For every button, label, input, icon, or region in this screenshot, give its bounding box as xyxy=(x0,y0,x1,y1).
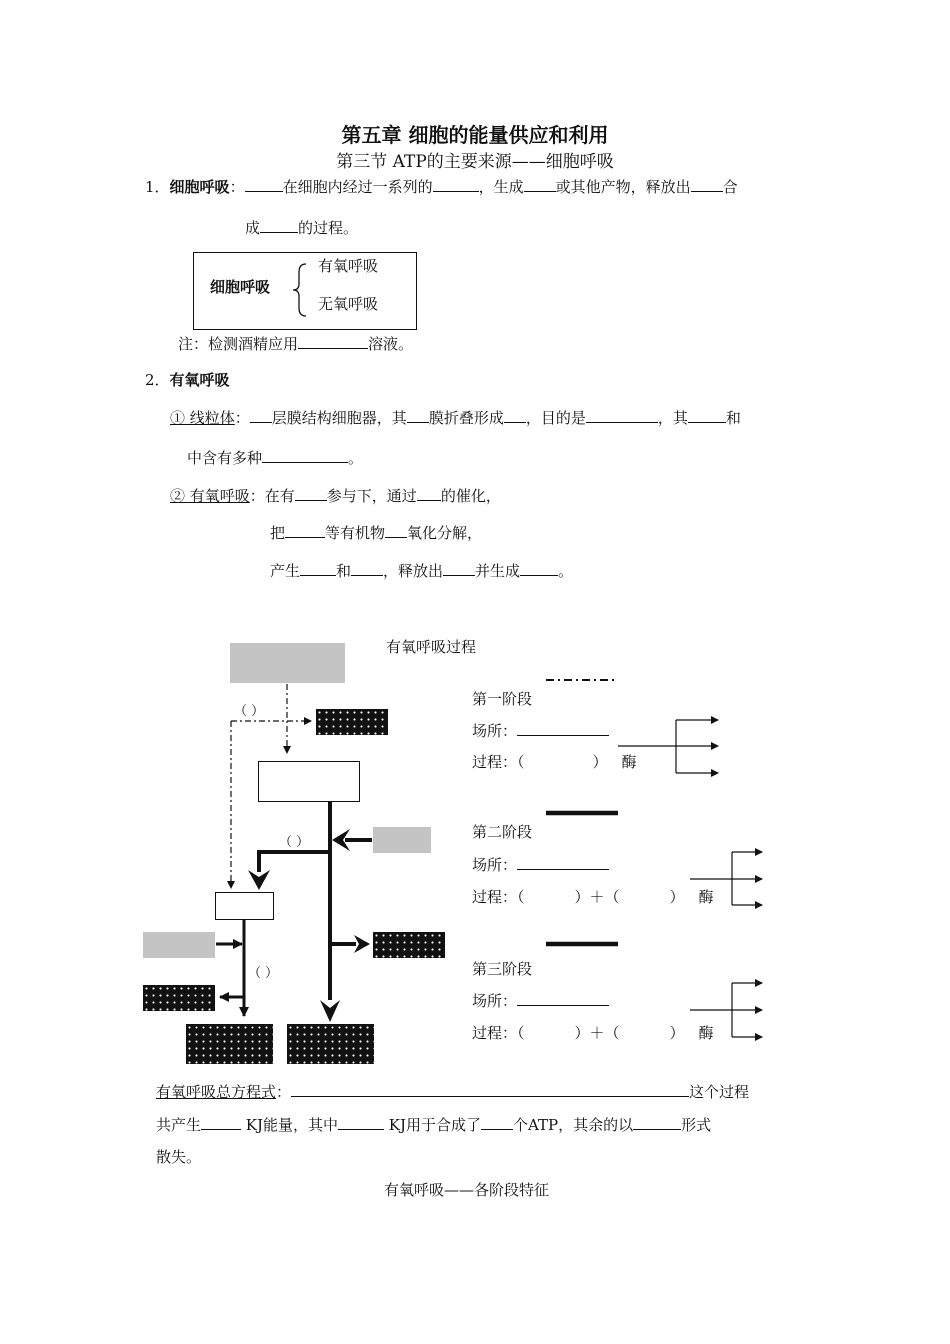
item1-text: 的过程。 xyxy=(298,219,359,237)
black-box-bottom-right xyxy=(287,1024,374,1064)
white-box-small xyxy=(215,892,274,920)
blank[interactable] xyxy=(517,720,609,736)
stage2-name: 第二阶段 xyxy=(472,823,533,841)
section-title: 第三节 ATP的主要来源——细胞呼吸 xyxy=(336,152,614,172)
blank[interactable] xyxy=(481,1114,513,1130)
diagram-title: 有氧呼吸过程 xyxy=(386,638,477,656)
item1-text: 成 xyxy=(245,219,261,237)
stage-features-title: 有氧呼吸——各阶段特征 xyxy=(384,1181,550,1199)
equation-label: 有氧呼吸总方程式 xyxy=(156,1083,277,1101)
black-box-right-output xyxy=(373,932,445,958)
item1-colon: ： xyxy=(229,178,245,196)
classify-label: 细胞呼吸 xyxy=(210,278,271,296)
stage2-process-close: ） xyxy=(669,888,685,906)
resp-text: 参与下，通过 xyxy=(326,487,417,505)
chapter-title: 第五章 细胞的能量供应和利用 xyxy=(341,123,609,147)
equation-text: 共产生 xyxy=(156,1116,202,1134)
mito-text: 和 xyxy=(725,409,741,427)
paren-label: （ ） xyxy=(279,835,310,850)
mito-text: ，目的是 xyxy=(525,409,586,427)
resp-text: 和 xyxy=(336,562,352,580)
resp-text: 氧化分解， xyxy=(407,524,483,542)
stage1-enzyme: 酶 xyxy=(621,753,637,771)
stage1-process-close: ） xyxy=(592,753,608,771)
stage2-place-label: 场所： xyxy=(472,856,518,874)
equation-line2 xyxy=(156,1114,711,1135)
gray-box-right xyxy=(373,827,431,853)
equation-line1 xyxy=(156,1081,749,1102)
blank[interactable] xyxy=(338,1114,384,1130)
resp-text: ：在有 xyxy=(249,487,295,505)
stage2-place xyxy=(472,854,609,875)
stage2-enzyme: 酶 xyxy=(698,888,714,906)
black-box-bottom-left xyxy=(186,1024,273,1064)
mito-text: 膜折叠形成 xyxy=(428,409,504,427)
stage3-place xyxy=(472,990,609,1011)
mito-text: 中含有多种 xyxy=(187,449,263,467)
item1-text: 合 xyxy=(722,178,738,196)
item1-text: 或其他产物，释放出 xyxy=(555,178,691,196)
resp-text: 。 xyxy=(558,562,574,580)
item2-number: 2． xyxy=(145,371,170,389)
stage2-process-plus: ）＋（ xyxy=(574,888,620,906)
note-text: 注：检测酒精应用 xyxy=(178,335,299,353)
equation-text: 个ATP，其余的以 xyxy=(513,1116,634,1134)
stage1-process xyxy=(472,752,637,772)
classify-aerobic: 有氧呼吸 xyxy=(318,257,379,275)
item1-number: 1． xyxy=(145,178,170,196)
resp-text: 产生 xyxy=(270,562,301,580)
stage2-process-label: 过程：（ xyxy=(472,888,525,906)
item1-text: 在细胞内经过一系列的 xyxy=(282,178,433,196)
mito-text: 层膜结构细胞器，其 xyxy=(271,409,407,427)
paren-label: （ ） xyxy=(234,704,265,719)
equation-text: 形式 xyxy=(681,1116,712,1134)
stage3-process-close: ） xyxy=(669,1024,685,1042)
gray-box-left xyxy=(143,932,215,958)
equation-blank[interactable] xyxy=(291,1081,689,1097)
equation-line3: 散失。 xyxy=(156,1148,202,1166)
equation-colon: ： xyxy=(276,1083,292,1101)
stage2-process xyxy=(472,887,714,907)
white-box-middle xyxy=(258,761,360,802)
stage1-process-label: 过程：（ xyxy=(472,753,525,771)
classify-anaerobic: 无氧呼吸 xyxy=(318,295,379,313)
black-box-stage1-output xyxy=(316,709,388,735)
item1-text: ，生成 xyxy=(478,178,524,196)
stage3-name: 第三阶段 xyxy=(472,960,533,978)
blank[interactable] xyxy=(517,854,609,870)
stage3-enzyme: 酶 xyxy=(698,1024,714,1042)
paren-label: （ ） xyxy=(248,966,279,981)
resp-label: ② 有氧呼吸 xyxy=(170,487,250,505)
stage3-process-label: 过程：（ xyxy=(472,1024,525,1042)
gray-box-top xyxy=(230,643,345,683)
equation-text: KJ能量，其中 xyxy=(241,1116,339,1134)
resp-text: 的催化， xyxy=(440,487,501,505)
stage1-place xyxy=(472,720,609,741)
blank[interactable] xyxy=(517,990,609,1006)
equation-text: 这个过程 xyxy=(689,1083,750,1101)
stage3-process-plus: ）＋（ xyxy=(574,1024,620,1042)
item1-term: 细胞呼吸 xyxy=(169,178,230,196)
equation-text: KJ用于合成了 xyxy=(384,1116,482,1134)
mito-text: ，其 xyxy=(657,409,688,427)
stage1-place-label: 场所： xyxy=(472,722,518,740)
resp-text: ，释放出 xyxy=(383,562,444,580)
item2-term: 有氧呼吸 xyxy=(169,371,230,389)
resp-text: 等有机物 xyxy=(325,524,386,542)
resp-text: 并生成 xyxy=(475,562,521,580)
resp-text: 把 xyxy=(270,524,286,542)
stage3-place-label: 场所： xyxy=(472,992,518,1010)
stage1-name: 第一阶段 xyxy=(472,690,533,708)
blank[interactable] xyxy=(633,1114,681,1130)
stage3-process xyxy=(472,1023,714,1043)
mito-text: 。 xyxy=(348,449,364,467)
black-box-left-output xyxy=(143,985,215,1011)
mito-label: ① 线粒体 xyxy=(170,409,235,427)
note-text: 溶液。 xyxy=(368,335,414,353)
blank[interactable] xyxy=(201,1114,241,1130)
mito-colon: ： xyxy=(234,409,250,427)
